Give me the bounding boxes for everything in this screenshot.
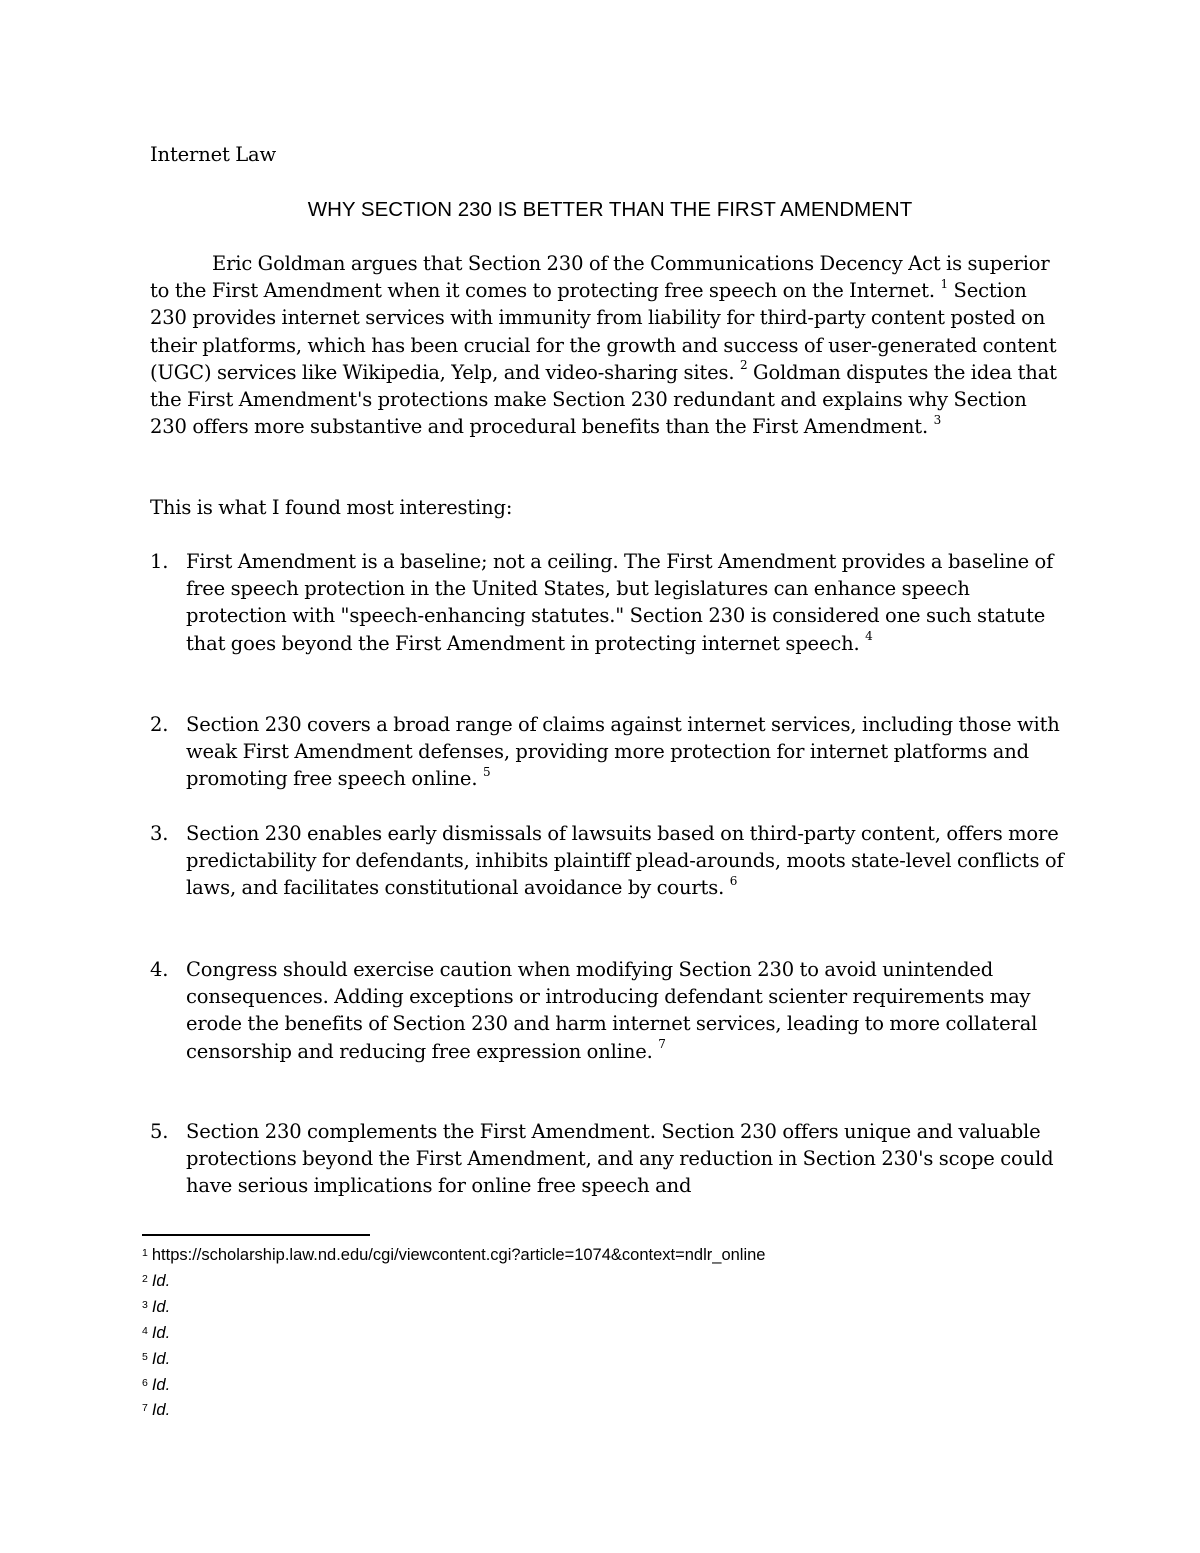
list-item-text bbox=[186, 956, 1066, 1065]
summary-sentence-1: Eric Goldman argues that Section 230 of the Communications Decency Act is superior to the First Amendment when it comes to protecting free speech on the Internet. bbox=[150, 252, 1050, 303]
list-item-body: Section 230 complements the First Amendment. Section 230 offers unique and valuable protections beyond the First Amendment, and any reduction in Section 230's scope could have serious implications for online free speech and bbox=[186, 1120, 1054, 1198]
summary-paragraph bbox=[150, 250, 1060, 440]
footnote-text: Id. bbox=[151, 1375, 171, 1394]
footnote-mark: 1 bbox=[142, 1247, 148, 1259]
footnote-link[interactable]: https://scholarship.law.nd.edu/cgi/viewcontent.cgi?article=1074&context=ndlr_online bbox=[151, 1246, 766, 1264]
footnote-mark: 3 bbox=[142, 1298, 148, 1311]
footnote bbox=[142, 1270, 1042, 1296]
footnote-text: Id. bbox=[151, 1271, 171, 1290]
document-title: WHY SECTION 230 IS BETTER THAN THE FIRST AMENDMENT bbox=[307, 198, 913, 221]
list-item-number: 2. bbox=[150, 713, 169, 736]
footnote-reference: 6 bbox=[729, 873, 738, 888]
list-item-number: 3. bbox=[150, 822, 169, 845]
interesting-points-list bbox=[150, 548, 1070, 1208]
footnote bbox=[142, 1244, 1042, 1270]
footnote-mark: 7 bbox=[142, 1402, 148, 1415]
footnote-reference: 3 bbox=[933, 412, 942, 427]
footnote-mark: 4 bbox=[142, 1324, 148, 1337]
footnote-reference: 4 bbox=[865, 629, 873, 644]
footnote bbox=[142, 1399, 1042, 1425]
summary-sentence-2: Section 230 provides internet services with immunity from liability for third-party content posted on their platforms, which has been crucial for the growth and success of user-generated content (UGC) services like Wikipedia, Yelp, and video-sharing sites. bbox=[150, 279, 1057, 384]
footnote bbox=[142, 1296, 1042, 1322]
footnote-text: Id. bbox=[151, 1401, 171, 1420]
footnote-reference: 7 bbox=[658, 1037, 666, 1052]
footnote-mark: 5 bbox=[142, 1350, 148, 1363]
list-item-body: Congress should exercise caution when modifying Section 230 to avoid unintended consequences. Adding exceptions or introducing defendant scienter requirements may erode the benefits of Section 230 and harm internet services, leading to more collateral censorship and reducing free expression online. bbox=[186, 958, 1038, 1063]
list-item-text bbox=[186, 820, 1066, 902]
footnote bbox=[142, 1322, 1042, 1348]
list-item-body: Section 230 covers a broad range of claims against internet services, including those with weak First Amendment defenses, providing more protection for internet platforms and promoting free speech online. bbox=[186, 713, 1060, 791]
course-heading: Internet Law bbox=[150, 143, 277, 166]
footnote bbox=[142, 1348, 1042, 1374]
list-item-number: 4. bbox=[150, 958, 169, 981]
footnote-separator bbox=[142, 1234, 370, 1236]
footnotes-section bbox=[142, 1244, 1042, 1425]
list-item-body: First Amendment is a baseline; not a ceiling. The First Amendment provides a baseline of free speech protection in the United States, but legislatures can enhance speech protection with "speech-enhancing statutes." Section 230 is considered one such statute that goes beyond the First Amendment in protecting internet speech. bbox=[186, 550, 1054, 655]
list-item-text bbox=[186, 548, 1066, 657]
list-item-text bbox=[186, 711, 1066, 793]
footnote-reference: 1 bbox=[940, 276, 948, 291]
footnote-mark: 6 bbox=[142, 1376, 148, 1389]
list-item-number: 1. bbox=[150, 550, 169, 573]
list-item-body: Section 230 enables early dismissals of lawsuits based on third-party content, offers more predictability for defendants, inhibits plaintiff plead-arounds, moots state-level conflicts of laws, and facilitates constitutional avoidance by courts. bbox=[186, 822, 1064, 900]
footnote-mark: 2 bbox=[142, 1272, 148, 1285]
summary-sentence-3: Goldman disputes the idea that the First Amendment's protections make Section 230 redundant and explains why Section 230 offers more substantive and procedural benefits than the First Amendment. bbox=[150, 360, 1057, 439]
footnote-text: Id. bbox=[151, 1349, 171, 1368]
footnote bbox=[142, 1374, 1042, 1400]
footnote-reference: 5 bbox=[482, 764, 491, 779]
list-intro: This is what I found most interesting: bbox=[150, 496, 513, 519]
list-item-number: 5. bbox=[150, 1120, 169, 1143]
list-item-text bbox=[186, 1118, 1066, 1200]
footnote-text: Id. bbox=[151, 1297, 171, 1316]
footnote-reference: 2 bbox=[739, 358, 748, 373]
footnote-text: Id. bbox=[151, 1323, 171, 1342]
